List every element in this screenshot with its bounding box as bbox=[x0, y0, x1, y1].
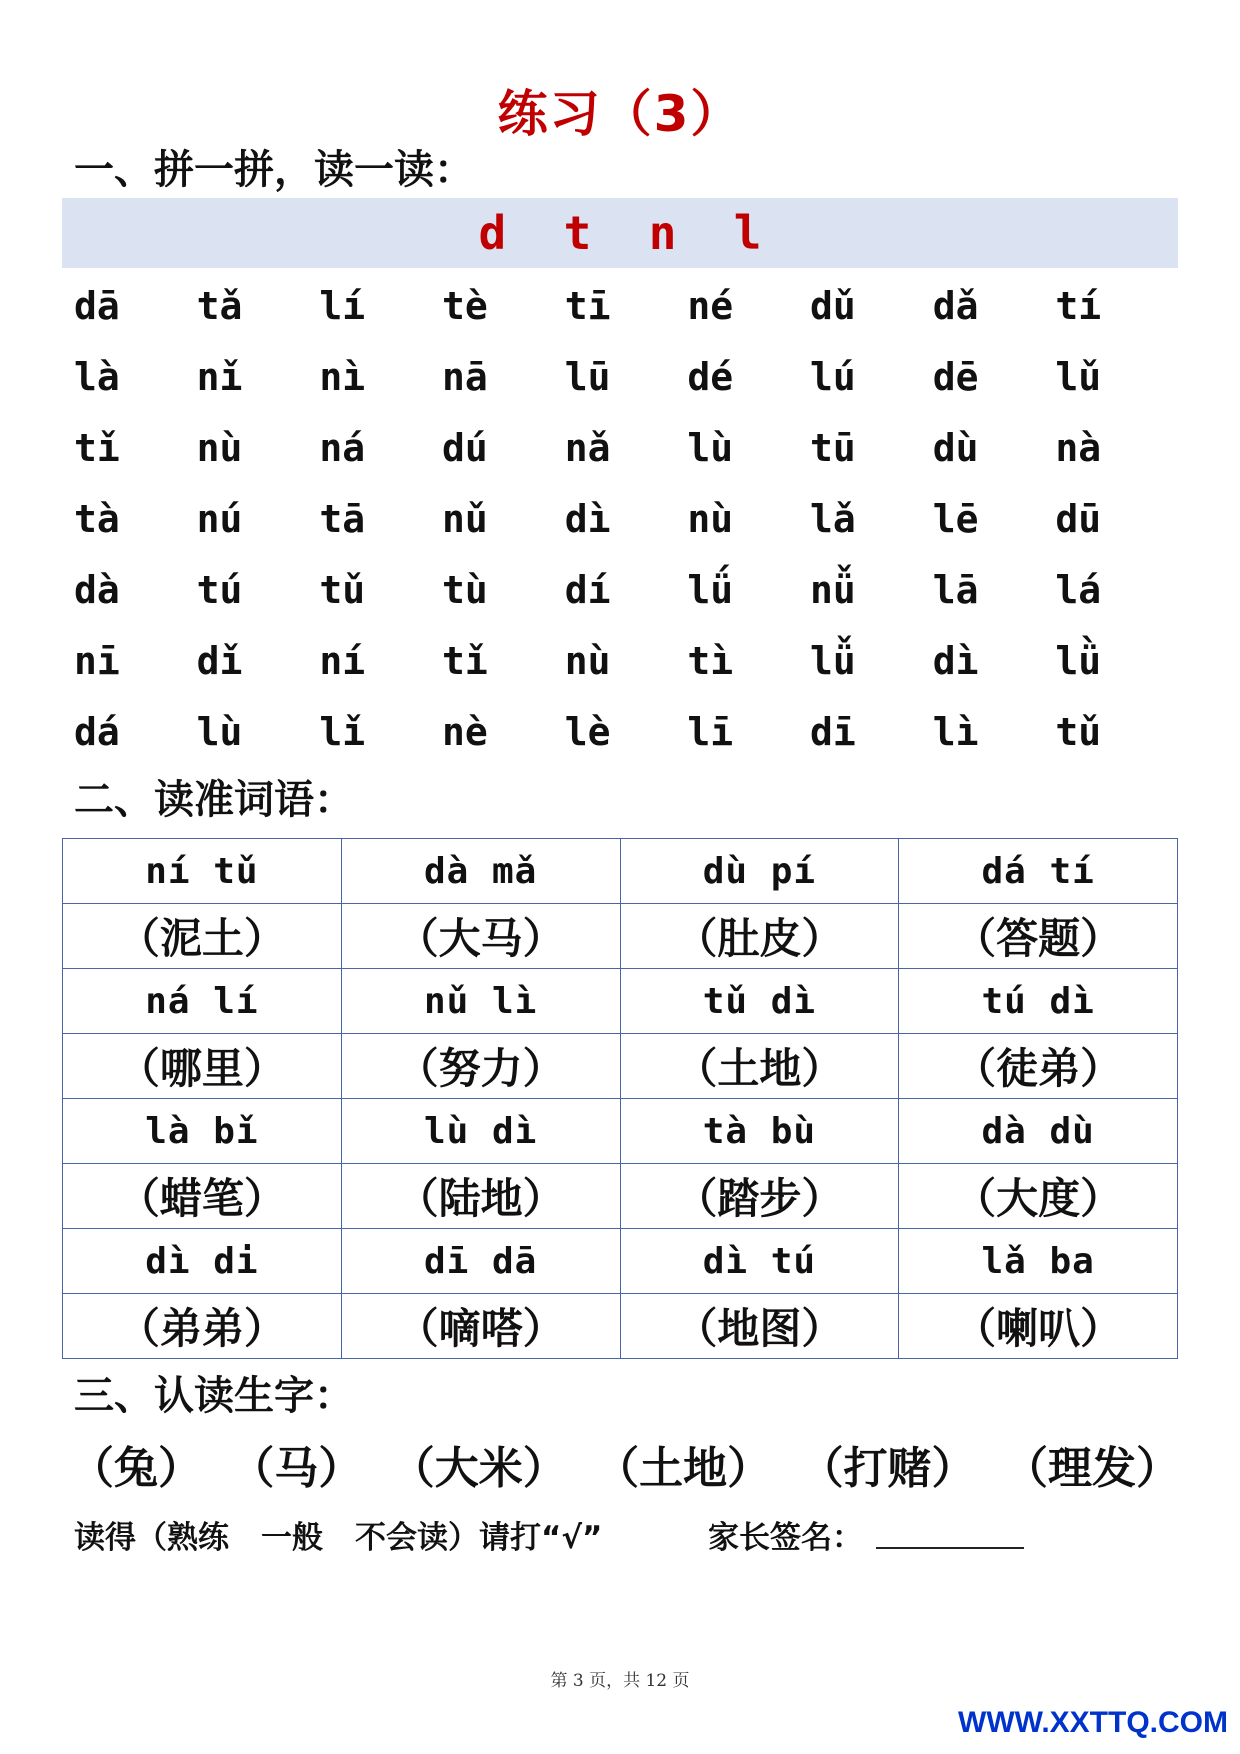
pinyin-syllable: nǚ bbox=[810, 567, 856, 612]
pinyin-syllable: tì bbox=[687, 638, 734, 683]
section1-heading: 一、拼一拼，读一读： bbox=[74, 147, 474, 193]
section3-heading: 三、认读生字： bbox=[74, 1373, 354, 1419]
char-item: （大米） bbox=[390, 1443, 567, 1494]
pinyin-syllable: lá bbox=[1055, 567, 1102, 612]
pinyin-syllable: lǘ bbox=[687, 567, 734, 612]
parent-signature-label: 家长签名： bbox=[708, 1520, 863, 1556]
word-hanzi-cell: （嘀嗒） bbox=[341, 1294, 620, 1359]
word-hanzi-cell: （喇叭） bbox=[899, 1294, 1178, 1359]
char-item: （打赌） bbox=[799, 1443, 976, 1494]
pinyin-row bbox=[74, 554, 1178, 625]
pinyin-syllable: tǐ bbox=[442, 638, 488, 683]
word-hanzi-cell: （大马） bbox=[341, 904, 620, 969]
initial-letter: t bbox=[563, 206, 592, 260]
pinyin-syllable: lè bbox=[564, 709, 611, 754]
pinyin-syllable: lì bbox=[932, 709, 979, 754]
word-pinyin-cell: lù dì bbox=[341, 1099, 620, 1164]
pinyin-syllable: tǐ bbox=[74, 425, 120, 470]
pinyin-syllable: lē bbox=[932, 496, 979, 541]
pinyin-syllable: dì bbox=[564, 496, 611, 541]
pinyin-syllable: dǎ bbox=[932, 283, 979, 328]
pinyin-syllable: lǎ bbox=[810, 496, 856, 541]
pinyin-syllable: nù bbox=[564, 638, 611, 683]
parent-signature-line[interactable] bbox=[876, 1547, 1024, 1549]
pinyin-syllable: tǎ bbox=[196, 283, 243, 328]
pinyin-syllable: tí bbox=[1055, 283, 1102, 328]
pinyin-syllable: tù bbox=[442, 567, 488, 612]
pinyin-syllable: dī bbox=[810, 709, 856, 754]
pinyin-syllable: nì bbox=[319, 354, 366, 399]
word-hanzi-cell: （肚皮） bbox=[620, 904, 899, 969]
pinyin-row bbox=[74, 625, 1178, 696]
read-option-average: 一般 bbox=[261, 1520, 323, 1556]
word-hanzi-cell: （踏步） bbox=[620, 1164, 899, 1229]
pinyin-syllable: dū bbox=[1055, 496, 1102, 541]
word-hanzi-cell: （弟弟） bbox=[63, 1294, 342, 1359]
pinyin-syllable: nè bbox=[442, 709, 488, 754]
char-item: （马） bbox=[230, 1443, 363, 1494]
pinyin-syllable: ná bbox=[319, 425, 366, 470]
pinyin-syllable: nī bbox=[74, 638, 120, 683]
word-pinyin-cell: dù pí bbox=[620, 839, 899, 904]
table-row bbox=[63, 1034, 1178, 1099]
table-row bbox=[63, 1099, 1178, 1164]
word-table bbox=[62, 838, 1178, 1359]
pinyin-syllable: lǐ bbox=[319, 709, 366, 754]
watermark: WWW.XXTTQ.COM bbox=[958, 1706, 1228, 1739]
word-hanzi-cell: （努力） bbox=[341, 1034, 620, 1099]
pinyin-syllable: dá bbox=[74, 709, 120, 754]
word-hanzi-cell: （地图） bbox=[620, 1294, 899, 1359]
word-hanzi-cell: （泥土） bbox=[63, 904, 342, 969]
pinyin-row bbox=[74, 270, 1178, 341]
pinyin-syllable: dù bbox=[932, 425, 979, 470]
read-option-cannot: 不会读）请打“√” bbox=[355, 1520, 603, 1556]
word-hanzi-cell: （哪里） bbox=[63, 1034, 342, 1099]
pinyin-syllable: nǔ bbox=[442, 496, 488, 541]
pinyin-syllable: né bbox=[687, 283, 734, 328]
pinyin-syllable: nù bbox=[687, 496, 734, 541]
word-hanzi-cell: （陆地） bbox=[341, 1164, 620, 1229]
word-hanzi-cell: （蜡笔） bbox=[63, 1164, 342, 1229]
pinyin-syllable: tī bbox=[564, 283, 611, 328]
initial-letter: l bbox=[733, 206, 762, 260]
word-pinyin-cell: ní tǔ bbox=[63, 839, 342, 904]
table-row bbox=[63, 969, 1178, 1034]
word-hanzi-cell: （答题） bbox=[899, 904, 1178, 969]
word-pinyin-cell: dá tí bbox=[899, 839, 1178, 904]
pinyin-syllable: nú bbox=[196, 496, 243, 541]
pinyin-syllable: nù bbox=[196, 425, 243, 470]
char-list bbox=[70, 1432, 1180, 1496]
initial-letter: d bbox=[478, 206, 507, 260]
pinyin-syllable: nǐ bbox=[196, 354, 243, 399]
char-item: （理发） bbox=[1003, 1443, 1180, 1494]
table-row bbox=[63, 839, 1178, 904]
reading-check-line bbox=[74, 1512, 634, 1557]
pinyin-row bbox=[74, 341, 1178, 412]
pinyin-row bbox=[74, 412, 1178, 483]
pinyin-row bbox=[74, 696, 1178, 767]
pinyin-syllable: nǎ bbox=[564, 425, 611, 470]
word-pinyin-cell: nǔ lì bbox=[341, 969, 620, 1034]
word-hanzi-cell: （大度） bbox=[899, 1164, 1178, 1229]
pinyin-syllable: lù bbox=[196, 709, 243, 754]
word-pinyin-cell: lǎ ba bbox=[899, 1229, 1178, 1294]
pinyin-syllable: lí bbox=[319, 283, 366, 328]
pinyin-syllable: dà bbox=[74, 567, 120, 612]
pinyin-syllable: tǔ bbox=[1055, 709, 1102, 754]
pinyin-syllable: tā bbox=[319, 496, 366, 541]
table-row bbox=[63, 904, 1178, 969]
pinyin-syllable: lǚ bbox=[810, 638, 856, 683]
pinyin-syllable: lī bbox=[687, 709, 734, 754]
read-option-fluent: 读得（熟练 bbox=[74, 1520, 229, 1556]
pinyin-syllable: tú bbox=[196, 567, 243, 612]
word-pinyin-cell: tǔ dì bbox=[620, 969, 899, 1034]
pinyin-grid bbox=[74, 270, 1178, 767]
pinyin-syllable: lā bbox=[932, 567, 979, 612]
initial-letter: n bbox=[648, 206, 677, 260]
word-pinyin-cell: ná lí bbox=[63, 969, 342, 1034]
pinyin-syllable: tè bbox=[442, 283, 488, 328]
pinyin-syllable: dì bbox=[932, 638, 979, 683]
pinyin-syllable: là bbox=[74, 354, 120, 399]
pinyin-syllable: dā bbox=[74, 283, 120, 328]
page-number: 第 3 页，共 12 页 bbox=[550, 1671, 690, 1691]
word-pinyin-cell: tà bù bbox=[620, 1099, 899, 1164]
pinyin-syllable: dí bbox=[564, 567, 611, 612]
char-item: （土地） bbox=[595, 1443, 772, 1494]
word-pinyin-cell: dà mǎ bbox=[341, 839, 620, 904]
pinyin-syllable: lǜ bbox=[1055, 638, 1102, 683]
pinyin-syllable: dǐ bbox=[196, 638, 243, 683]
pinyin-syllable: tà bbox=[74, 496, 120, 541]
pinyin-syllable: tū bbox=[810, 425, 856, 470]
word-hanzi-cell: （徒弟） bbox=[899, 1034, 1178, 1099]
section2-heading: 二、读准词语： bbox=[74, 777, 354, 823]
table-row bbox=[63, 1164, 1178, 1229]
pinyin-syllable: lū bbox=[564, 354, 611, 399]
word-pinyin-cell: dì tú bbox=[620, 1229, 899, 1294]
pinyin-syllable: tǔ bbox=[319, 567, 366, 612]
initials-band bbox=[62, 198, 1178, 268]
pinyin-syllable: dú bbox=[442, 425, 488, 470]
pinyin-syllable: dǔ bbox=[810, 283, 856, 328]
word-pinyin-cell: tú dì bbox=[899, 969, 1178, 1034]
table-row bbox=[63, 1294, 1178, 1359]
word-pinyin-cell: dì di bbox=[63, 1229, 342, 1294]
pinyin-row bbox=[74, 483, 1178, 554]
pinyin-syllable: nà bbox=[1055, 425, 1102, 470]
page-title: 练习（3） bbox=[497, 85, 743, 143]
word-pinyin-cell: là bǐ bbox=[63, 1099, 342, 1164]
char-item: （兔） bbox=[70, 1443, 202, 1494]
pinyin-syllable: lǔ bbox=[1055, 354, 1102, 399]
word-hanzi-cell: （土地） bbox=[620, 1034, 899, 1099]
pinyin-syllable: dē bbox=[932, 354, 979, 399]
pinyin-syllable: lú bbox=[810, 354, 856, 399]
pinyin-syllable: ní bbox=[319, 638, 366, 683]
word-pinyin-cell: dī dā bbox=[341, 1229, 620, 1294]
pinyin-syllable: nā bbox=[442, 354, 488, 399]
pinyin-syllable: lù bbox=[687, 425, 734, 470]
word-pinyin-cell: dà dù bbox=[899, 1099, 1178, 1164]
pinyin-syllable: dé bbox=[687, 354, 734, 399]
table-row bbox=[63, 1229, 1178, 1294]
